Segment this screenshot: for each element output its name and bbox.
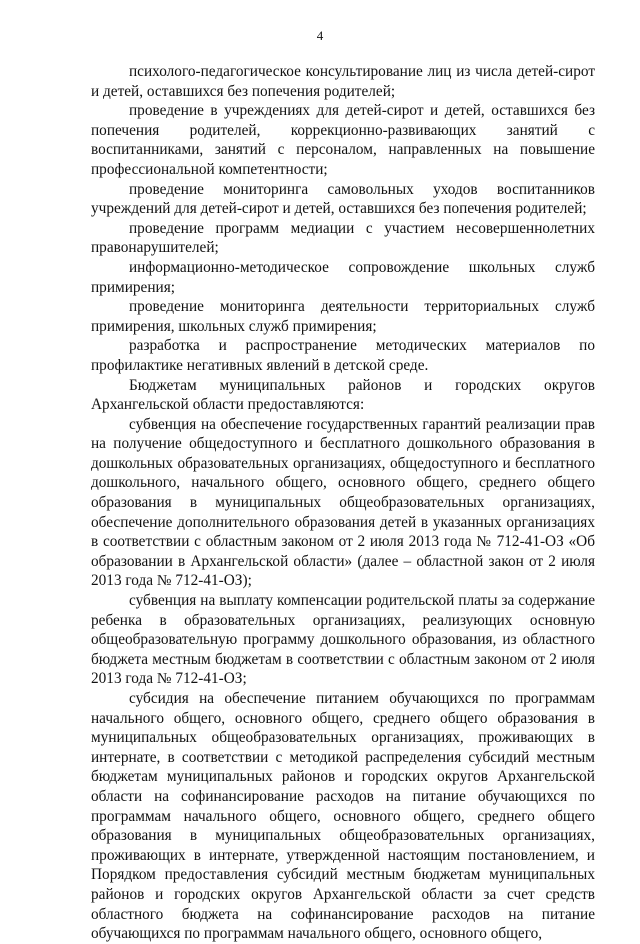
paragraph-monitoring-runaways: проведение мониторинга самовольных уходов воспитанников учреждений для детей-сирот и детей, оставшихся без попечения родителей; (91, 180, 595, 218)
paragraph-budgets-intro: Бюджетам муниципальных районов и городских округов Архангельской области предоставляются: (91, 376, 595, 414)
document-body (91, 62, 595, 944)
paragraph-subsidy-boarding-nutrition: субсидия на обеспечение питанием обучающихся по программам начального общего, основного общего, среднего общего образования в муниципальных общеобразовательных организациях, проживающих в интернате, в соответствии с методикой распределения субсидий местным бюджетам муниципальных районов и городских округов Архангельской области на софинансирование расходов на питание обучающихся по программам начального общего, основного общего, среднего общего образования в муниципальных общеобразовательных организациях, проживающих в интернате, утвержденной настоящим постановлением, и Порядком предоставления субсидий местным бюджетам муниципальных районов и городских округов Архангельской области за счет средств областного бюджета на софинансирование расходов на питание обучающихся по программам начального общего, основного общего, (91, 690, 595, 943)
paragraph-correctional-classes: проведение в учреждениях для детей-сирот и детей, оставшихся без попечения родителей, коррекционно-развивающих занятий с воспитанниками, занятий с персоналом, направленных на повышение профессиональной компетентности; (91, 102, 595, 178)
paragraph-subvention-parental-compensation: субвенция на выплату компенсации родительской платы за содержание ребенка в образовательных организациях, реализующих основную общеобразовательную программу дошкольного образования, из областного бюджета местным бюджетам в соответствии с областным законом от 2 июля 2013 года № 712-41-ОЗ; (91, 592, 595, 688)
paragraph-psychological-consulting: психолого-педагогическое консультирование лиц из числа детей-сирот и детей, оставшихся без попечения родителей; (91, 63, 595, 100)
paragraph-subvention-education-guarantees: субвенция на обеспечение государственных гарантий реализации прав на получение общедоступного и бесплатного дошкольного образования в дошкольных образовательных организациях, общедоступного и бесплатного дошкольного, начального общего, основного общего, среднего общего образования в муниципальных общеобразовательных организациях, обеспечение дополнительного образования детей в указанных организациях в соответствии с областным законом от 2 июля 2013 года № 712-41-ОЗ «Об образовании в Архангельской области» (далее – областной закон от 2 июля 2013 года № 712-41-ОЗ); (91, 415, 595, 590)
paragraph-methodical-materials: разработка и распространение методических материалов по профилактике негативных явлений в детской среде. (91, 337, 595, 374)
paragraph-methodical-support: информационно-методическое сопровождение школьных служб примирения; (91, 258, 595, 296)
paragraph-monitoring-services: проведение мониторинга деятельности территориальных служб примирения, школьных служб примирения; (91, 298, 595, 335)
page-number: 4 (316, 28, 324, 43)
paragraph-mediation-programs: проведение программ медиации с участием несовершеннолетних правонарушителей; (91, 219, 595, 257)
